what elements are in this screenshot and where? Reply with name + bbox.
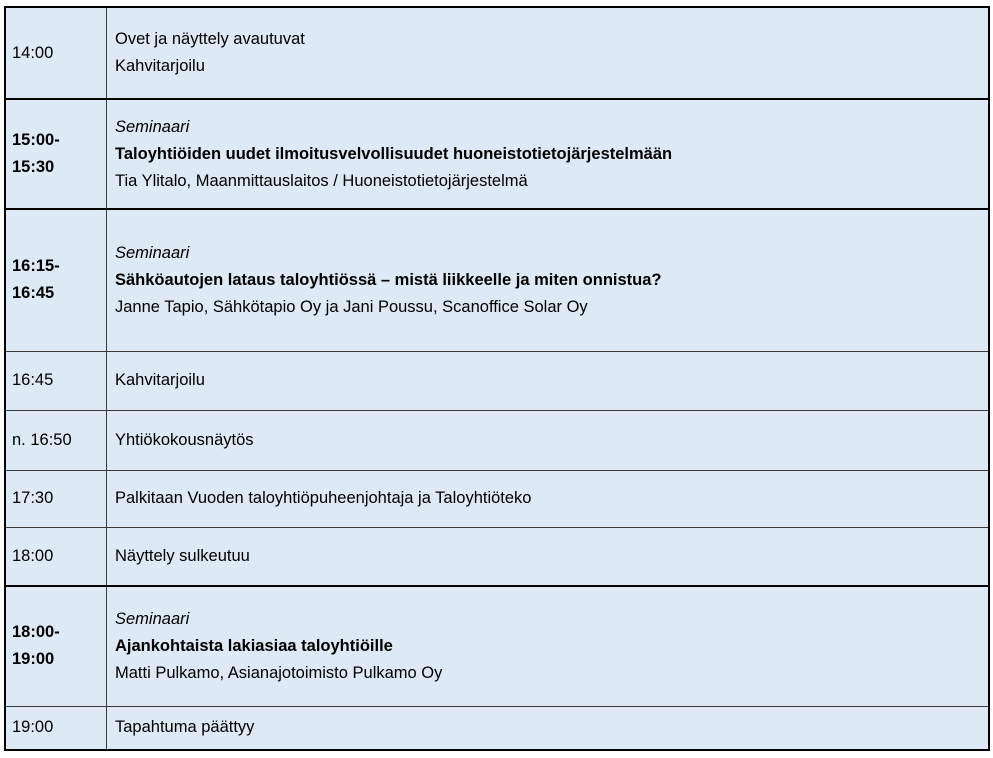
event-text: Yhtiökokousnäytös [115, 430, 254, 449]
time-start: 16:15- [12, 257, 60, 276]
event-cell [107, 209, 990, 351]
event-kind: Seminaari [115, 243, 190, 262]
time-label: 17:30 [12, 489, 54, 507]
table-row [5, 410, 989, 470]
event-cell [107, 706, 990, 750]
event-title: Ajankohtaista lakiasiaa taloyhtiöille [115, 636, 393, 655]
event-speaker: Janne Tapio, Sähkötapio Oy ja Jani Poussu, Scanoffice Solar Oy [115, 297, 588, 316]
event-kind: Seminaari [115, 609, 190, 628]
time-start: 18:00- [12, 623, 60, 642]
time-label: 14:00 [12, 43, 54, 62]
table-row [5, 586, 989, 706]
schedule-table [4, 6, 990, 751]
event-title: Sähköautojen lataus taloyhtiössä – mistä liikkeelle ja miten onnistua? [115, 270, 662, 289]
event-cell [107, 351, 990, 410]
time-cell [5, 527, 107, 586]
event-speaker: Tia Ylitalo, Maanmittauslaitos / Huoneistotietojärjestelmä [115, 171, 528, 190]
table-row [5, 706, 989, 750]
time-end: 15:30 [12, 158, 55, 176]
time-end: 19:00 [12, 650, 55, 669]
time-cell [5, 99, 107, 209]
table-row [5, 470, 989, 527]
event-line: Ovet ja näyttely avautuvat [115, 30, 305, 48]
time-cell [5, 209, 107, 351]
time-label: 16:45 [12, 371, 54, 389]
event-text: Näyttely sulkeutuu [115, 546, 250, 565]
event-cell [107, 7, 990, 99]
table-row [5, 527, 989, 586]
time-cell [5, 586, 107, 706]
table-row [5, 99, 989, 209]
event-cell [107, 410, 990, 470]
table-row [5, 351, 989, 410]
time-cell [5, 706, 107, 750]
time-cell [5, 470, 107, 527]
event-line: Kahvitarjoilu [115, 57, 205, 75]
time-label: n. 16:50 [12, 430, 72, 449]
event-cell [107, 99, 990, 209]
table-row [5, 7, 989, 99]
time-start: 15:00- [12, 131, 60, 149]
time-cell [5, 351, 107, 410]
time-label: 18:00 [12, 546, 54, 565]
event-kind: Seminaari [115, 117, 190, 136]
event-cell [107, 527, 990, 586]
time-cell [5, 7, 107, 99]
table-row [5, 209, 989, 351]
event-title: Taloyhtiöiden uudet ilmoitusvelvollisuudet huoneistotietojärjestelmään [115, 144, 673, 163]
event-text: Palkitaan Vuoden taloyhtiöpuheenjohtaja ja Taloyhtiöteko [115, 489, 532, 507]
time-cell [5, 410, 107, 470]
event-text: Kahvitarjoilu [115, 371, 205, 389]
event-text: Tapahtuma päättyy [115, 718, 255, 737]
time-label: 19:00 [12, 718, 54, 737]
event-speaker: Matti Pulkamo, Asianajotoimisto Pulkamo Oy [115, 663, 443, 682]
time-end: 16:45 [12, 284, 55, 303]
event-cell [107, 470, 990, 527]
event-cell [107, 586, 990, 706]
